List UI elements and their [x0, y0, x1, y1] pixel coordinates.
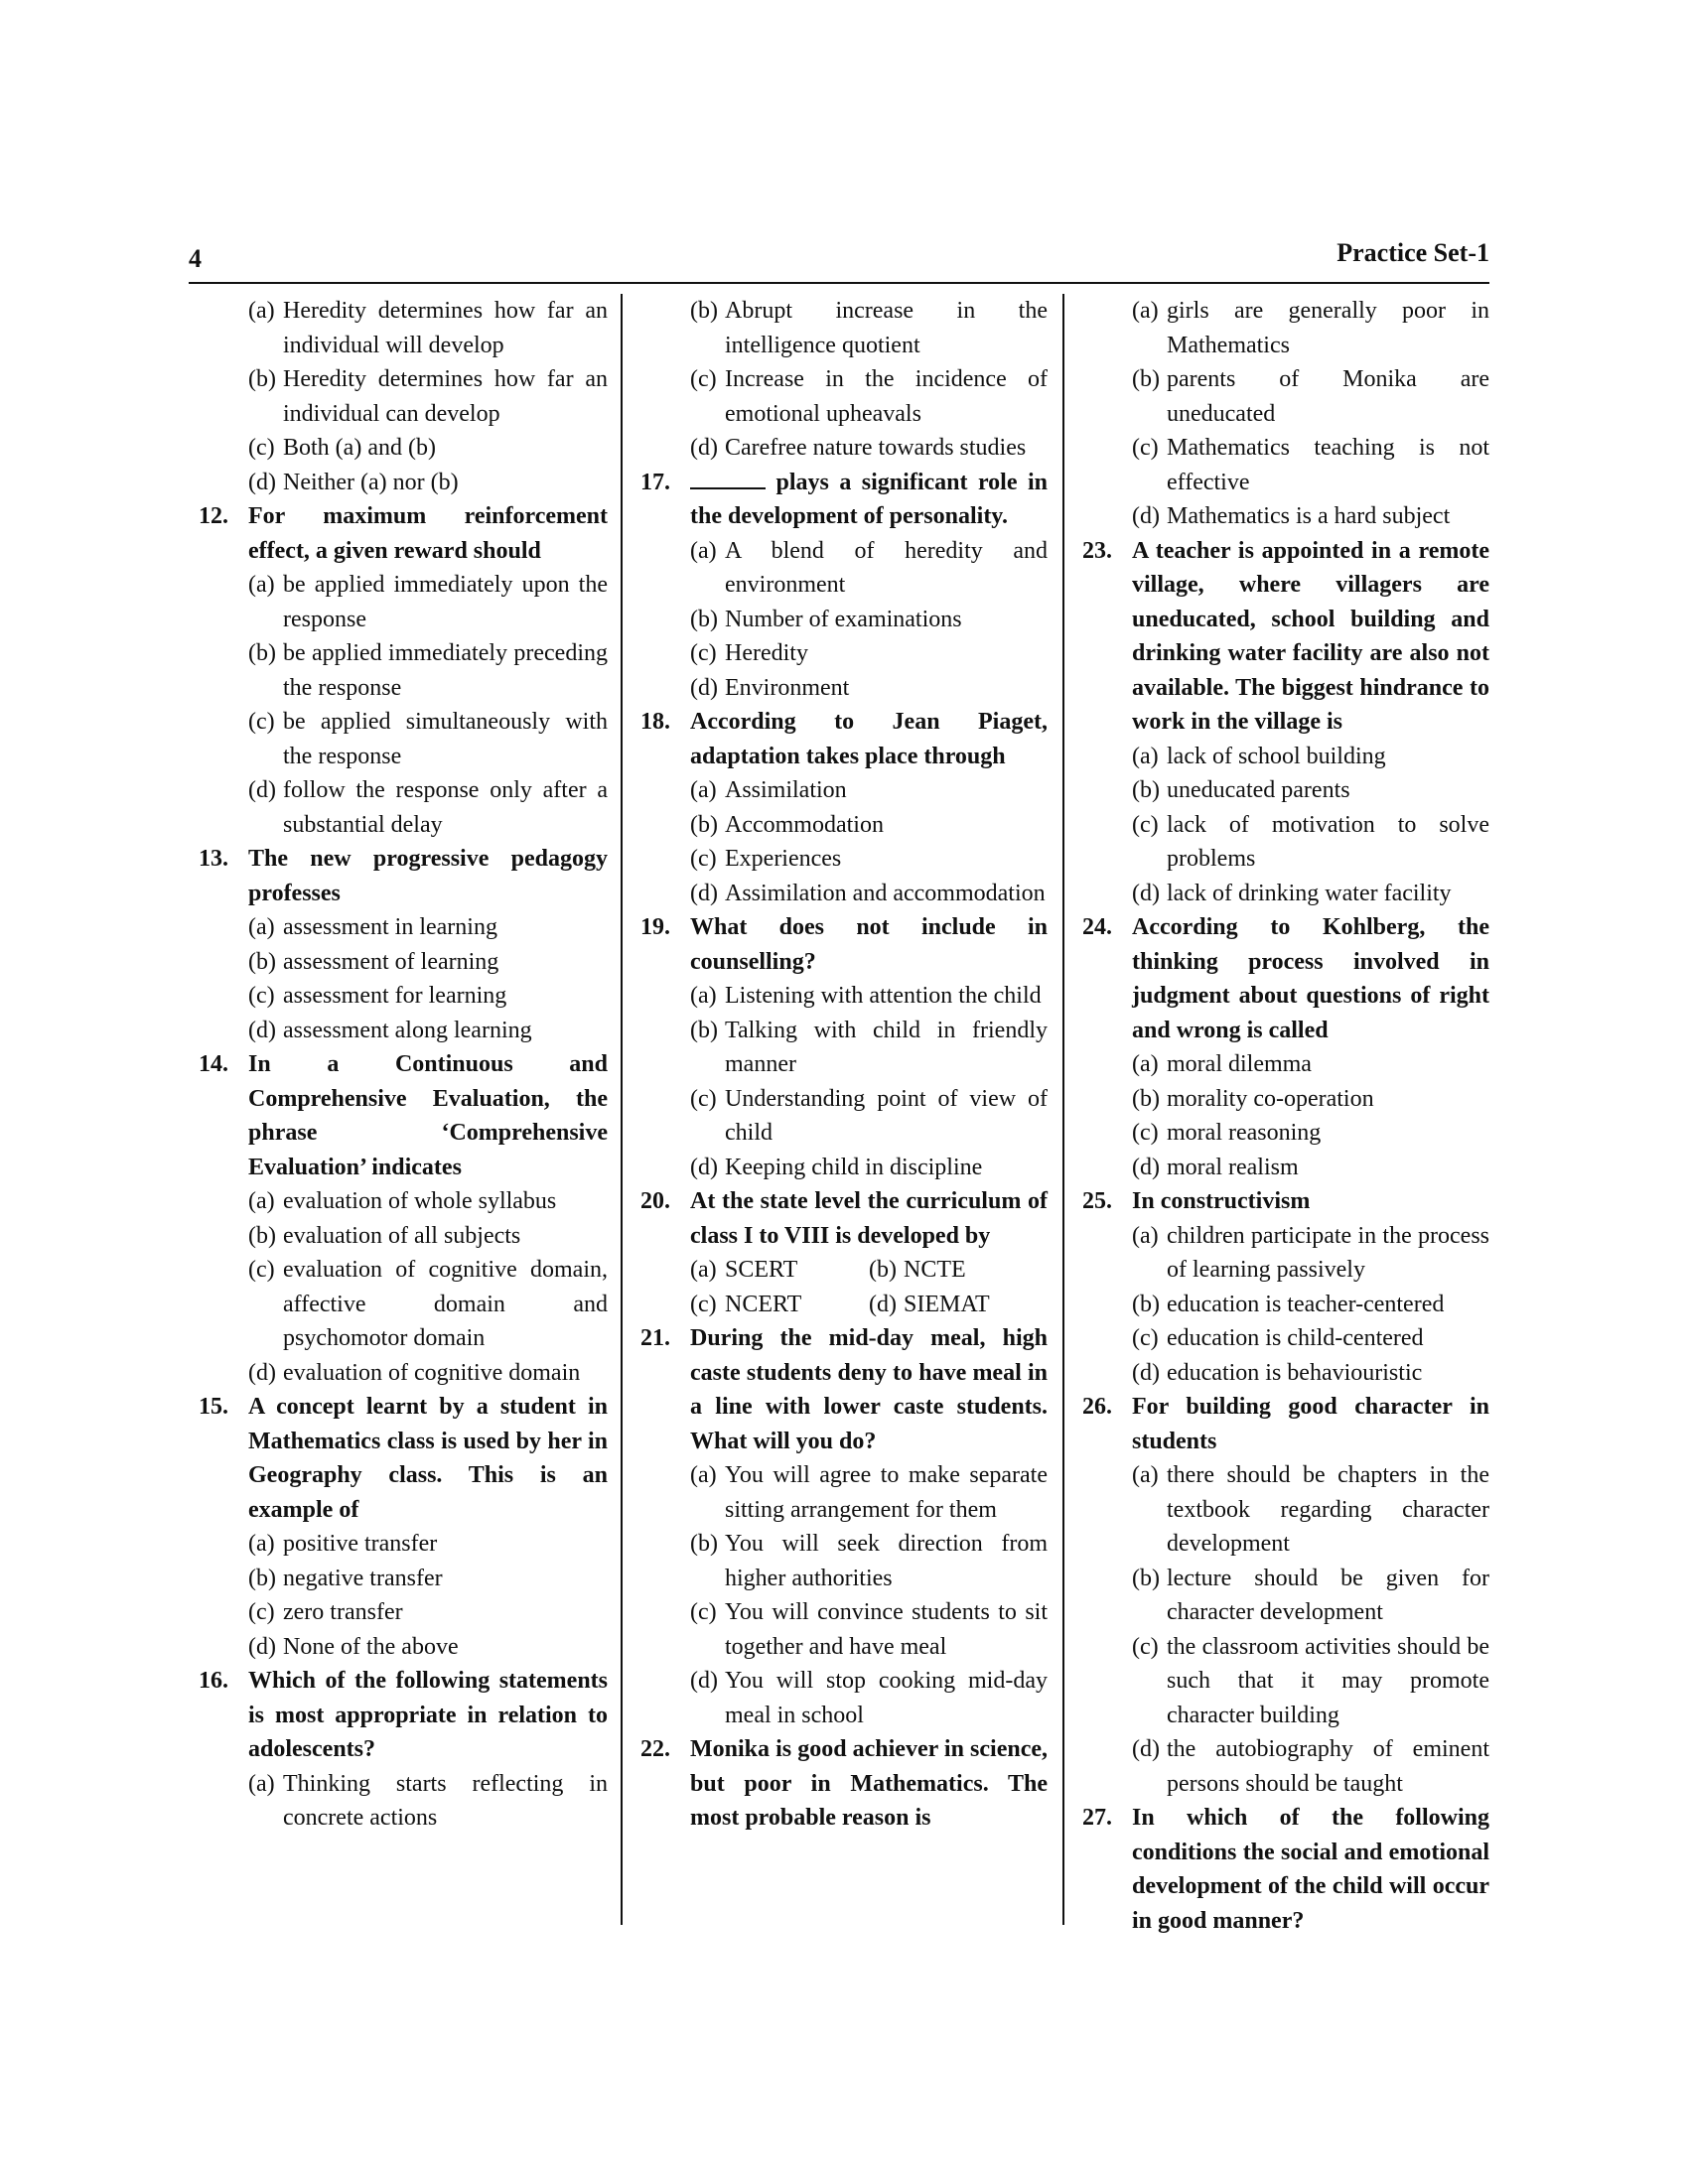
question-24: 24. According to Kohlberg, the thinking process involved in judgment about questions of right and wrong is called [1082, 914, 1489, 1043]
option: (c) lack of motivation to solve problems [1132, 811, 1489, 872]
question-17: 17. plays a significant role in the development of personality. [640, 469, 1048, 529]
question-22: 22. Monika is good achiever in science, but poor in Mathematics. The most probable reason is [640, 1736, 1048, 1831]
fill-in-blank [690, 468, 766, 489]
option: (a) children participate in the process of learning passively [1132, 1222, 1489, 1283]
option: (b) Accommodation [690, 811, 884, 838]
option-row [640, 1253, 1048, 1288]
question-14: 14. In a Continuous and Comprehensive Evaluation, the phrase ‘Comprehensive Evaluation’ indicates [199, 1051, 608, 1180]
option: (a) SCERT [690, 1257, 798, 1283]
option: (c) Experiences [690, 846, 842, 872]
option: (a) girls are generally poor in Mathematics [1132, 298, 1489, 358]
option: (d) Assimilation and accommodation [690, 880, 1046, 906]
option: (c) Mathematics teaching is not effective [1132, 435, 1489, 495]
question-16: 16. Which of the following statements is most appropriate in relation to adolescents? [199, 1668, 608, 1762]
option: (c) Increase in the incidence of emotional upheavals [690, 366, 1048, 427]
question-23: 23. A teacher is appointed in a remote village, where villagers are uneducated, school building and drinking water facility are also not available. The biggest hindrance to work in the village is [1082, 537, 1489, 735]
column-1 [199, 294, 608, 1836]
option: (a) be applied immediately upon the response [248, 572, 608, 632]
option: (d) education is behaviouristic [1132, 1359, 1423, 1386]
question-20: 20. At the state level the curriculum of class I to VIII is developed by [640, 1188, 1048, 1249]
option: (a) moral dilemma [1132, 1051, 1312, 1077]
option: (c) assessment for learning [248, 983, 507, 1009]
option: (a) Thinking starts reflecting in concrete actions [248, 1770, 608, 1831]
option: (c) education is child-centered [1132, 1325, 1424, 1351]
option: (b) negative transfer [248, 1565, 443, 1591]
option: (b) Talking with child in friendly manner [690, 1017, 1048, 1077]
option: (d) evaluation of cognitive domain [248, 1359, 581, 1386]
option: (a) You will agree to make separate sitting arrangement for them [690, 1462, 1048, 1523]
column-divider-right [1062, 294, 1064, 1925]
option: (c) Understanding point of view of child [690, 1085, 1048, 1146]
running-head: Practice Set-1 [1336, 238, 1489, 267]
question-21: 21. During the mid-day meal, high caste students deny to have meal in a line with lower caste students. What will you do? [640, 1325, 1048, 1454]
option: (c) NCERT [690, 1291, 802, 1317]
option: (c) Both (a) and (b) [248, 435, 436, 461]
option: (b) education is teacher-centered [1132, 1291, 1445, 1317]
option: (d) Neither (a) nor (b) [248, 469, 459, 495]
column-3 [1082, 294, 1489, 1938]
option: (b) parents of Monika are uneducated [1132, 366, 1489, 427]
option: (d) Keeping child in discipline [690, 1154, 983, 1180]
page-number: 4 [189, 244, 202, 273]
option: (d) SIEMAT [869, 1291, 990, 1317]
option: (d) assessment along learning [248, 1017, 532, 1043]
option: (a) A blend of heredity and environment [690, 537, 1048, 598]
option: (a) assessment in learning [248, 914, 497, 940]
option: (a) there should be chapters in the textbook regarding character development [1132, 1462, 1489, 1557]
column-divider-left [621, 294, 623, 1925]
option: (a) evaluation of whole syllabus [248, 1188, 557, 1214]
option: (d) moral realism [1132, 1154, 1299, 1180]
option: (b) Number of examinations [690, 606, 962, 632]
question-26: 26. For building good character in students [1082, 1394, 1489, 1454]
page-header [189, 238, 1489, 284]
option: (b) evaluation of all subjects [248, 1222, 521, 1249]
option: (a) lack of school building [1132, 743, 1386, 769]
question-13: 13. The new progressive pedagogy professes [199, 846, 608, 906]
option: (d) the autobiography of eminent persons should be taught [1132, 1736, 1489, 1797]
option: (c) You will convince students to sit together and have meal [690, 1599, 1048, 1660]
option: (d) Mathematics is a hard subject [1132, 503, 1451, 529]
option: (d) follow the response only after a substantial delay [248, 777, 608, 838]
option: (c) zero transfer [248, 1599, 403, 1625]
option: (c) be applied simultaneously with the response [248, 709, 608, 769]
option: (d) None of the above [248, 1633, 459, 1660]
option: (a) Assimilation [690, 777, 847, 803]
option: (d) Environment [690, 674, 850, 701]
option: (a) positive transfer [248, 1531, 438, 1557]
question-18: 18. According to Jean Piaget, adaptation takes place through [640, 709, 1048, 769]
option: (b) morality co-operation [1132, 1085, 1374, 1112]
option: (d) lack of drinking water facility [1132, 880, 1452, 906]
option: (a) Heredity determines how far an individual will develop [248, 298, 608, 358]
option: (d) You will stop cooking mid-day meal in school [690, 1668, 1048, 1728]
option: (d) Carefree nature towards studies [690, 435, 1027, 461]
option: (b) uneducated parents [1132, 777, 1350, 803]
question-12: 12. For maximum reinforcement effect, a given reward should [199, 503, 608, 564]
question-15: 15. A concept learnt by a student in Mathematics class is used by her in Geography class. This is an example of [199, 1394, 608, 1523]
question-25: 25. In constructivism [1082, 1188, 1311, 1214]
option: (b) NCTE [869, 1257, 966, 1283]
option: (b) Heredity determines how far an individual can develop [248, 366, 608, 427]
option: (c) evaluation of cognitive domain, affective domain and psychomotor domain [248, 1257, 608, 1351]
question-19: 19. What does not include in counselling? [640, 914, 1048, 975]
option: (b) Abrupt increase in the intelligence quotient [690, 298, 1048, 358]
option: (b) assessment of learning [248, 948, 499, 975]
option-row [640, 1288, 1048, 1322]
column-2 [640, 294, 1048, 1836]
option: (b) be applied immediately preceding the response [248, 640, 608, 701]
option: (b) You will seek direction from higher authorities [690, 1531, 1048, 1591]
question-27: 27. In which of the following conditions the social and emotional development of the child will occur in good manner? [1082, 1805, 1489, 1934]
option: (a) Listening with attention the child [690, 983, 1042, 1009]
option: (b) lecture should be given for character development [1132, 1565, 1489, 1625]
option: (c) moral reasoning [1132, 1120, 1322, 1146]
option: (c) the classroom activities should be such that it may promote character building [1132, 1633, 1489, 1728]
option: (c) Heredity [690, 640, 808, 666]
